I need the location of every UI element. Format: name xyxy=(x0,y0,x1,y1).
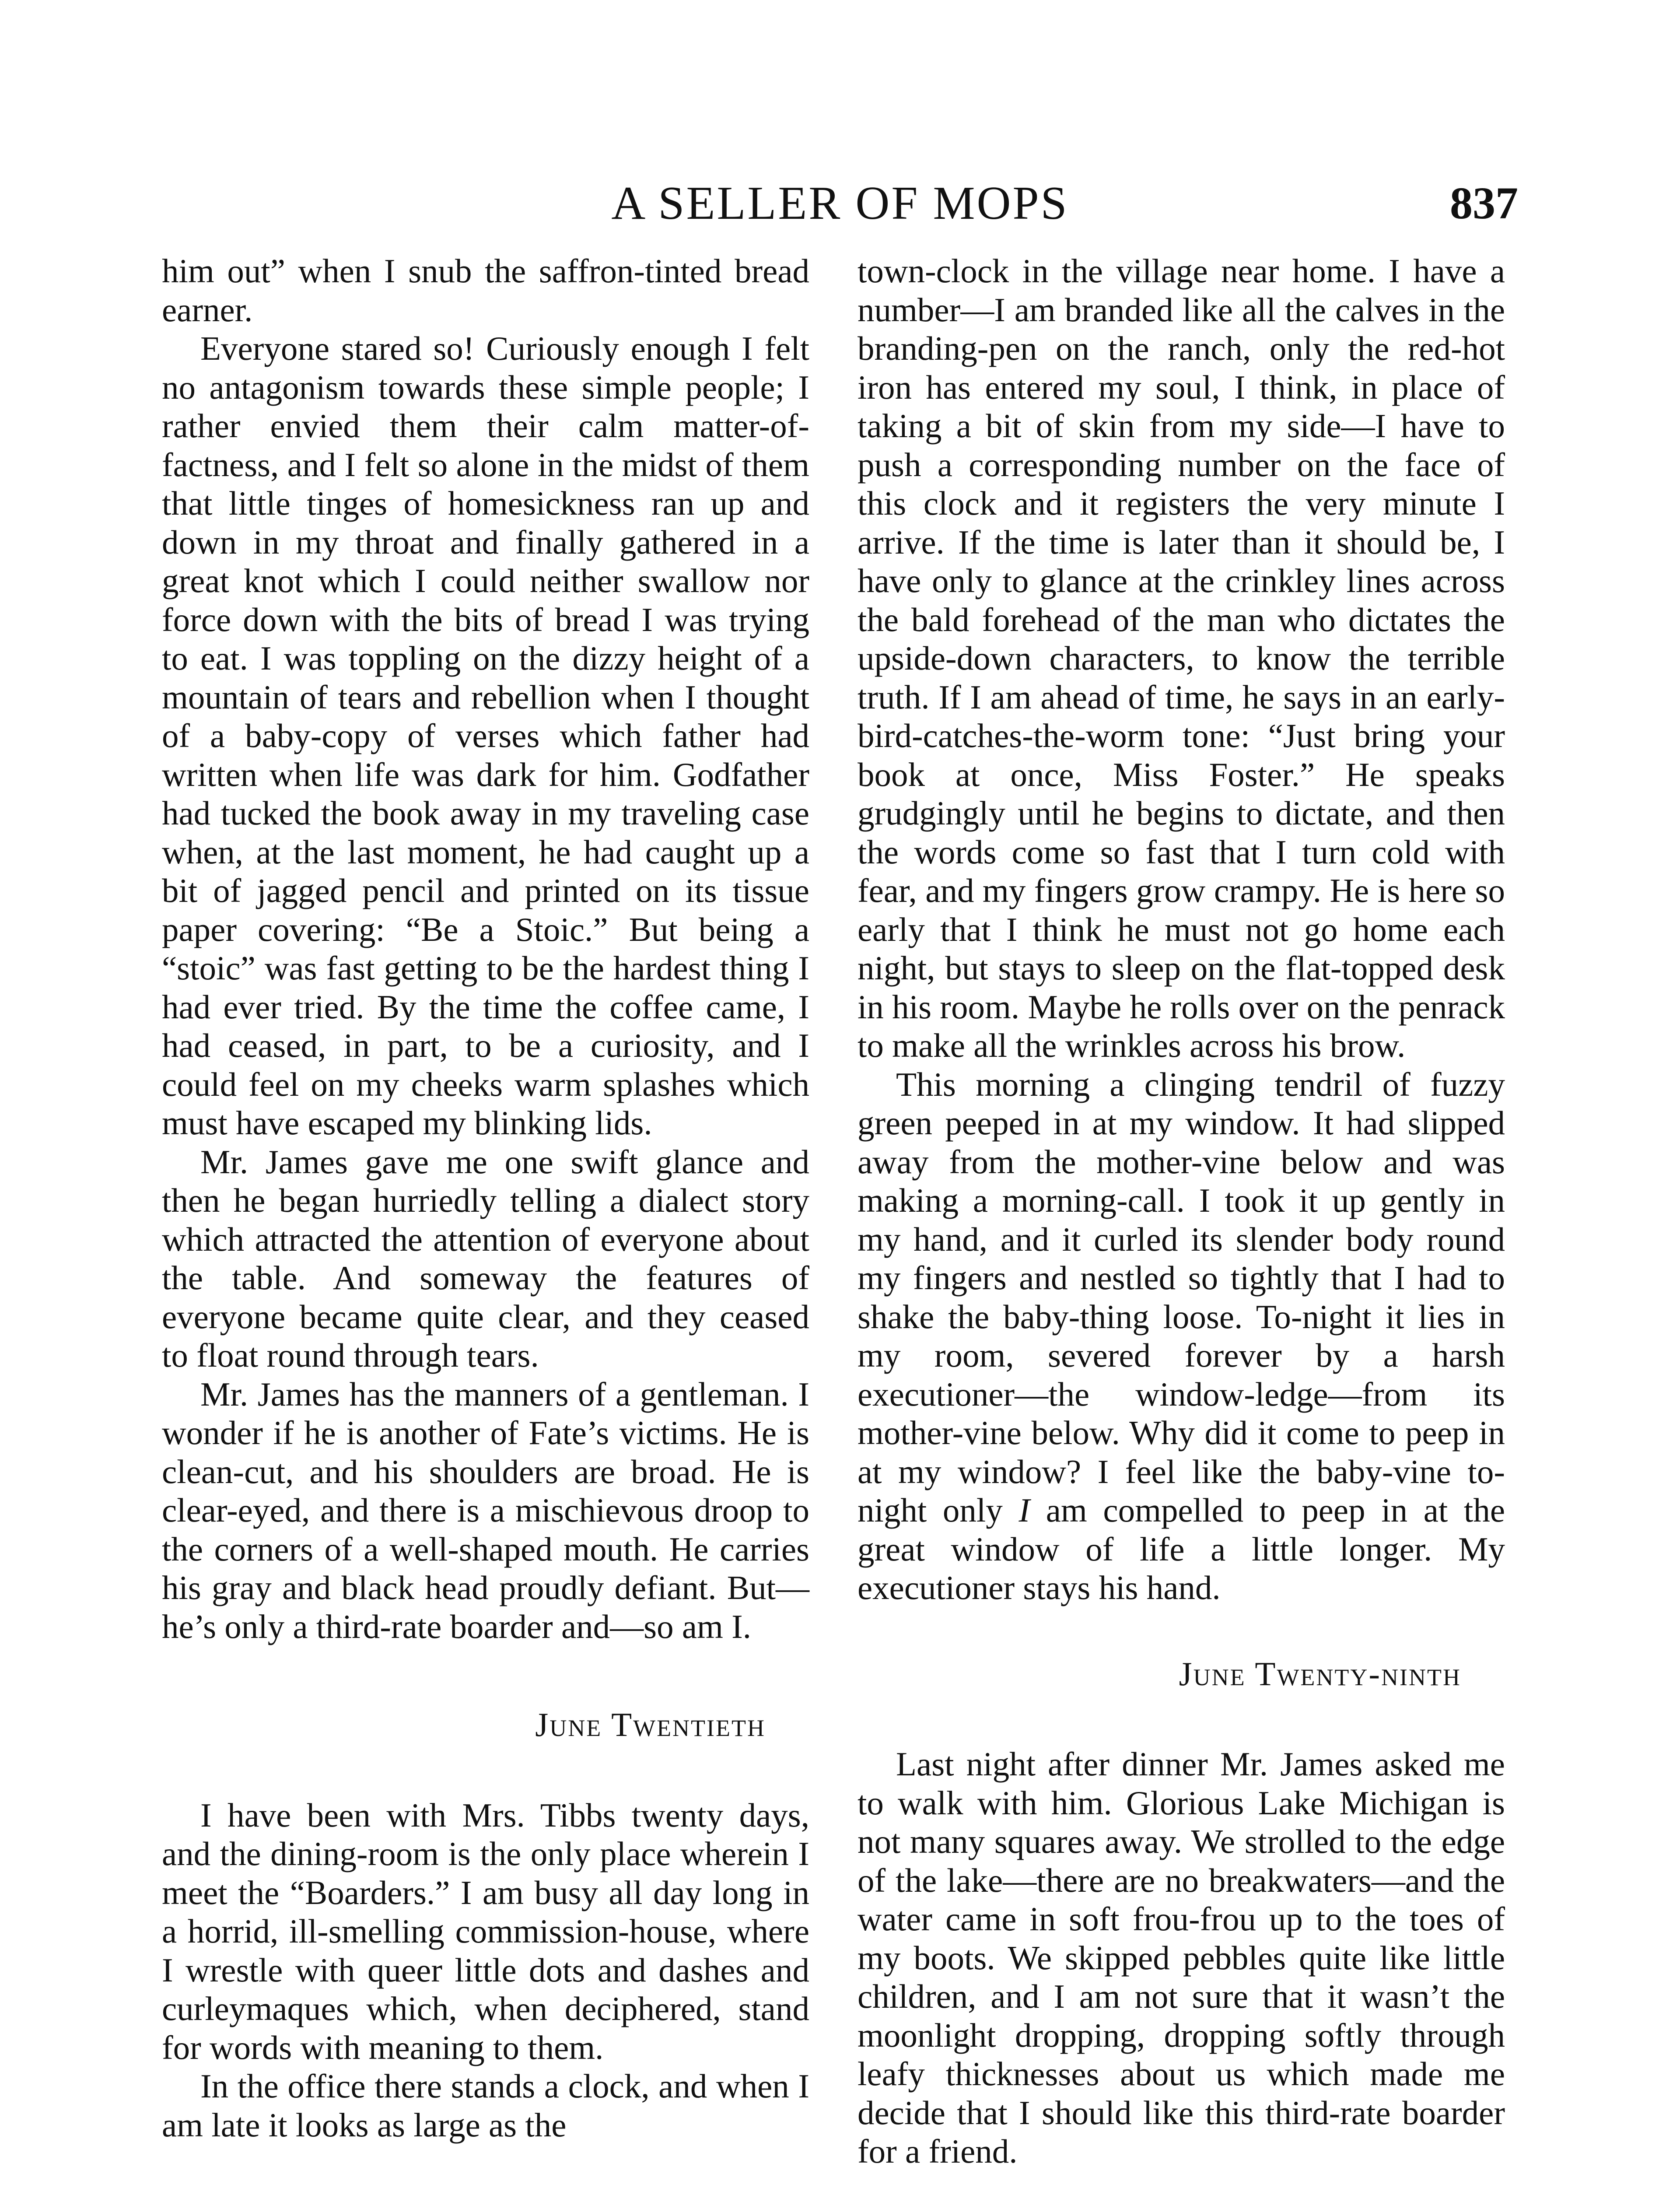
left-column xyxy=(162,252,809,2144)
emphasis: I xyxy=(1018,1491,1030,1529)
paragraph: Mr. James gave me one swift glance and then he began hurriedly telling a dialect story which attracted the attention of everyone about the table. And someway the features of everyone became quite clear, and they ceased to float round through tears. xyxy=(162,1143,809,1374)
paragraph: town-clock in the village near home. I have a number—I am branded like all the calves in the branding-pen on the ranch, only the red-hot iron has entered my soul, I think, in place of taking a bit of skin from my side—I have to push a corresponding number on the face of this clock and it registers the very minute I arrive. If the time is later than it should be, I have only to glance at the crinkley lines across the bald forehead of the man who dictates the upside-down characters, to know the terrible truth. If I am ahead of time, he says in an early-bird-catches-the-worm tone: “Just bring your book at once, Miss Foster.” He speaks grudgingly until he begins to dictate, and then the words come so fast that I turn cold with fear, and my fingers grow crampy. He is here so early that I think he must not go home each night, but stays to sleep on the flat-topped desk in his room. Maybe he rolls over on the penrack to make all the wrinkles across his brow. xyxy=(858,252,1505,1064)
paragraph: I have been with Mrs. Tibbs twenty days, and the dining-room is the only place wherein I meet the “Boarders.” I am busy all day long in a horrid, ill-smelling commission-house, where I wrestle with queer little dots and dashes and curleymaques which, when deciphered, stand for words with meaning to them. xyxy=(162,1796,809,2066)
page-number: 837 xyxy=(1450,178,1518,228)
paragraph: Everyone stared so! Curiously enough I felt no antagonism towards these simple people; I rather envied them their calm matter-of-factness, and I felt so alone in the midst of them that little tinges of homesickness ran up and down in my throat and finally gathered in a great knot which I could neither swallow nor force down with the bits of bread I was trying to eat. I was toppling on the dizzy height of a mountain of tears and rebellion when I thought of a baby-copy of verses which father had written when life was dark for him. Godfather had tucked the book away in my traveling case when, at the last moment, he had caught up a bit of jagged pencil and printed on its tissue paper covering: “Be a Stoic.” But being a “stoic” was fast getting to be the hardest thing I had ever tried. By the time the coffee came, I had ceased, in part, to be a curiosity, and I could feel on my cheeks warm splashes which must have escaped my blinking lids. xyxy=(162,330,809,1142)
right-column xyxy=(858,252,1505,2171)
page-header xyxy=(162,175,1518,245)
paragraph: Last night after dinner Mr. James asked me to walk with him. Glorious Lake Michigan is not many squares away. We strolled to the edge of the lake—there are no breakwaters—and the water came in soft frou-frou up to the toes of my boots. We skipped pebbles quite like little children, and I am not sure that it wasn’t the moonlight dropping, dropping softly through leafy thicknesses about us which made me decide that I should like this third-rate boarder for a friend. xyxy=(858,1745,1505,2170)
paragraph: In the office there stands a clock, and when I am late it looks as large as the xyxy=(162,2067,809,2144)
date-heading-june-twentieth: June Twentieth xyxy=(535,1706,766,1743)
paragraph-text: am compelled to peep in at the great window of life a little longer. My executioner stays his hand. xyxy=(858,1491,1505,1606)
paragraph: Mr. James has the manners of a gentleman. I wonder if he is another of Fate’s victims. He is clean-cut, and his shoulders are broad. He is clear-eyed, and there is a mischievous droop to the corners of a well-shaped mouth. He carries his gray and black head proudly defiant. But—he’s only a third-rate boarder and—so am I. xyxy=(162,1375,809,1645)
date-heading-june-twenty-ninth: June Twenty-ninth xyxy=(1179,1655,1461,1693)
paragraph: him out” when I snub the saffron-tinted bread earner. xyxy=(162,252,809,329)
running-title: A SELLER OF MOPS xyxy=(611,177,1069,229)
paragraph-text: This morning a clinging tendril of fuzzy green peeped in at my window. It had slipped away from the mother-vine below and was making a morning-call. I took it up gently in my hand, and it curled its slender body round my fingers and nestled so tightly that I had to shake the baby-thing loose. To-night it lies in my room, severed forever by a harsh executioner—the window-ledge—from its mother-vine below. Why did it come to peep in at my window? I feel like the baby-vine to-night only xyxy=(858,1065,1505,1529)
paragraph xyxy=(858,1065,1505,1607)
